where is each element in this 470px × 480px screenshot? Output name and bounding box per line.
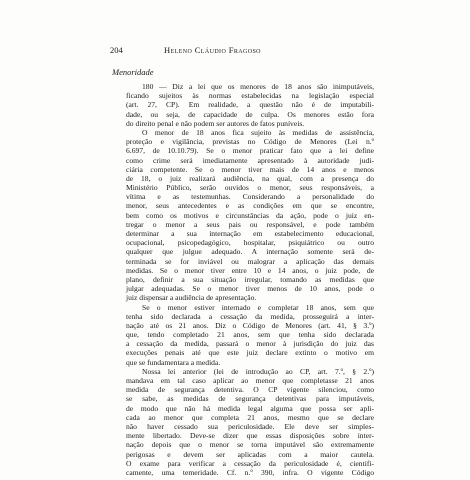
text-line: Nossa lei anterior (lei de introdução ao CP, art. 7.º, § 2.º) [142, 366, 374, 376]
text-line: O menor de 18 anos fica sujeito às medidas de assistência, [142, 127, 374, 137]
text-line: julgar adequadas. Se o menor tiver menos de 10 anos, pode o [126, 284, 374, 294]
text-line: bem como os motivos e circunstâncias da ação, pode o juiz en- [126, 210, 374, 220]
text-line: dade, ou seja, de capacidade de culpa. Os menores estão fora [126, 109, 374, 119]
text-line: qualquer que julgue adequado. A internação somente será de- [126, 247, 374, 257]
text-line: medida de segurança detentiva. O CP vigente silenciou, como [126, 385, 374, 395]
page-number: 204 [110, 45, 123, 55]
text-line: ciária competente. Se o menor tiver mais de 14 anos e menos [126, 164, 374, 174]
paragraph [110, 128, 374, 303]
author-name: Heleno Cláudio Fragoso [164, 45, 261, 55]
text-line: 180 — Diz a lei que os menores de 18 anos são inimputáveis, [142, 82, 374, 91]
text-line: perigosas e devem ser aplicadas com a maior cautela. [126, 449, 374, 459]
text-line: que, tendo completado 21 anos, sem que tenha sido declarada [126, 330, 374, 340]
text-line: a cessação da medida, passará o menor à jurisdição do juiz das [126, 339, 374, 349]
text-line: juiz dispensar a audiência de apresentação. [126, 293, 257, 303]
text-line: determinar a sua internação em estabelecimento educacional, [126, 229, 374, 238]
text-line: que se fundamentara a medida. [126, 357, 221, 367]
paragraph [110, 82, 374, 128]
text-line: O exame para verificar a cessação da periculosidade é, cientifi- [126, 458, 374, 468]
text-line: plano, definir a sua situação irregular, tomando as medidas que [126, 274, 374, 284]
text-line: tenha sido declarada a cessação da medida, prosseguirá a inter- [126, 311, 374, 321]
text-line: proteção e vigilância, previstas no Código de Menores (Lei n.º [126, 137, 374, 147]
text-line: terminada se for inviável ou malograr a aplicação das demais [126, 256, 374, 266]
paragraph [110, 303, 374, 367]
text-line: (art. 27, CP). Em realidade, a questão não é de imputabili- [126, 100, 374, 110]
running-head [110, 44, 370, 56]
text-line: de 18, o juiz realizará audiência, na qual, com a presença do [126, 173, 374, 183]
paragraph [110, 367, 374, 477]
text-line: do direito penal e não podem ser autores de fatos puníveis. [126, 118, 305, 128]
text-line: medidas. Se o menor tiver entre 10 e 14 anos, o juiz pode, de [126, 265, 374, 275]
body-text [110, 82, 374, 477]
text-line: como crime será imediatamente apresentado à autoridade judi- [126, 155, 374, 165]
text-line: de modo que não há medida legal alguma que possa ser apli- [126, 403, 374, 413]
text-line: mente libertado. Deve-se dizer que essas disposições sobre inter- [126, 431, 374, 441]
text-line: Ministério Público, serão ouvidos o menor, seus responsáveis, a [126, 183, 374, 193]
text-line: vítima e as testemunhas. Considerando a personalidade do [126, 192, 374, 202]
text-line: nação até os 21 anos. Diz o Código de Menores (art. 41, § 3.º) [126, 320, 374, 330]
text-line: ficando sujeitos às normas estabelecidas na legislação especial [126, 91, 374, 101]
text-line: ocupacional, psicopedagógico, hospitalar, psiquiátrico ou outro [126, 238, 374, 248]
text-line: não haver cessado sua periculosidade. Ele deve ser simples- [126, 421, 374, 431]
text-line: se sabe, as medidas de segurança detentivas para imputáveis, [126, 394, 374, 404]
text-line: 6.697, de 10.10.79). Se o menor praticar fato que a lei define [126, 146, 374, 156]
section-title: Menoridade [112, 67, 154, 77]
text-line: Se o menor estiver internado e completar 18 anos, sem que [142, 302, 374, 312]
text-line: menor, seus antecedentes e as condições em que se encontre, [126, 201, 374, 211]
text-line: tregar o menor a seus pais ou responsável, e pode também [126, 219, 374, 229]
text-line: mandava em tal caso aplicar ao menor que completasse 21 anos [126, 376, 374, 385]
text-line: nação depois que o menor se torna imputável são extremamente [126, 440, 374, 450]
text-line: execuções penais até que este juiz declare extinto o motivo em [126, 348, 374, 358]
text-line: cada ao menor que completa 21 anos, mesmo que se declare [126, 412, 374, 422]
text-line: camente, uma temeridade. Cf. n.º 390, infra. O vigente Código [126, 467, 374, 477]
